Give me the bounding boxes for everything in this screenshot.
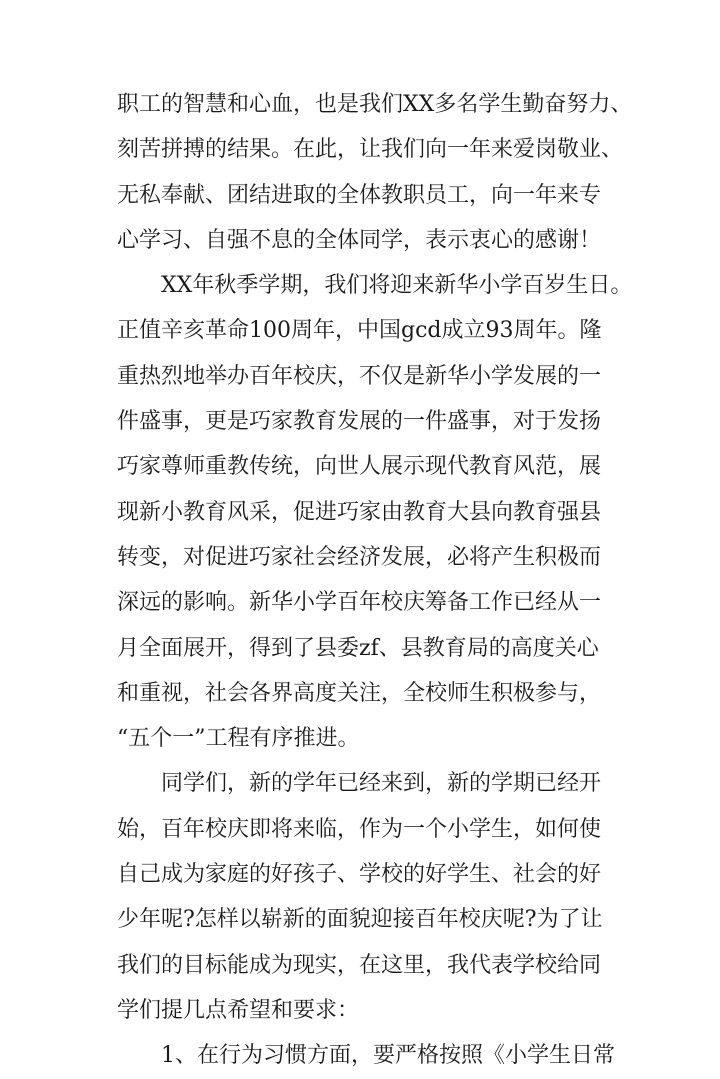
text-line: 件盛事，更是巧家教育发展的一件盛事，对于发扬 [117,409,602,435]
text-line: 巧家尊师重教传统，向世人展示现代教育风范，展 [117,454,602,480]
text-line: 刻苦拼搏的结果。在此，让我们向一年来爱岗敬业、 [117,137,624,163]
text-line: 我们的目标能成为现实，在这里，我代表学校给同 [117,952,602,978]
paragraph-1 [117,82,633,263]
text-line: 职工的智慧和心血，也是我们XX多名学生勤奋努力、 [117,92,633,117]
text-line: 少年呢?怎样以崭新的面貌迎接百年校庆呢?为了让 [117,907,603,933]
text-line: 转变，对促进巧家社会经济发展，必将产生积极而 [117,544,602,570]
document-body [117,82,633,1079]
text-line: 无私奉献、团结进取的全体教职员工，向一年来专 [117,182,602,208]
text-line: 重热烈地举办百年校庆，不仅是新华小学发展的一 [117,363,602,389]
text-line: 和重视，社会各界高度关注，全校师生积极参与， [117,680,602,706]
paragraph-2 [117,263,633,761]
text-line: “五个一”工程有序推进。 [117,726,360,752]
text-line: 心学习、自强不息的全体同学，表示衷心的感谢！ [117,227,602,253]
text-line: 自己成为家庭的好孩子、学校的好学生、社会的好 [117,862,602,888]
text-line: XX年秋季学期，我们将迎来新华小学百岁生日。 [161,273,633,299]
text-line: 深远的影响。新华小学百年校庆筹备工作已经从一 [117,590,602,616]
text-line: 正值辛亥革命100周年，中国gcd成立93周年。隆 [117,318,602,344]
paragraph-3 [117,761,609,1033]
text-line: 月全面展开，得到了县委zf、县教育局的高度关心 [117,635,599,661]
text-line: 同学们，新的学年已经来到，新的学期已经开 [161,771,602,797]
text-line: 现新小教育风采，促进巧家由教育大县向教育强县 [117,499,602,525]
text-line: 学们提几点希望和要求： [117,997,360,1023]
paragraph-4 [117,1033,615,1078]
text-line: 1、在行为习惯方面，要严格按照《小学生日常 [161,1043,615,1069]
text-line: 始，百年校庆即将来临，作为一个小学生，如何使 [117,816,602,842]
